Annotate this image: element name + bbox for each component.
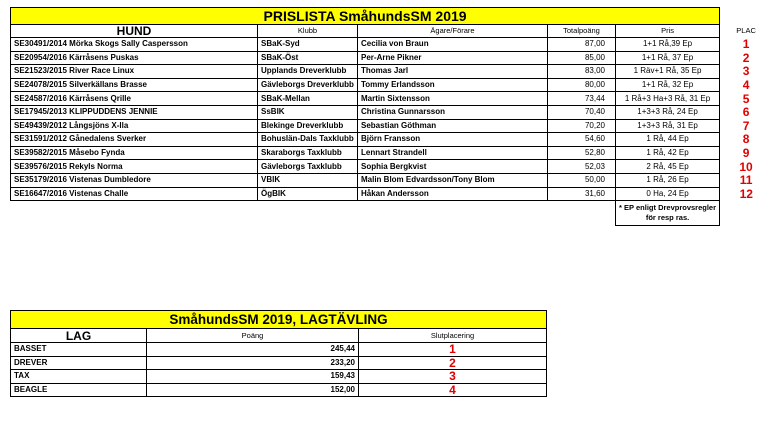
- dog-cell: SE31591/2012 Gånedalens Sverker: [11, 133, 258, 147]
- dog-cell: SE39576/2015 Rekyls Norma: [11, 160, 258, 174]
- table-row: [11, 105, 773, 119]
- header-pris: Pris: [616, 25, 720, 38]
- total-points-cell: 70,40: [548, 105, 616, 119]
- total-points-cell: 83,00: [548, 65, 616, 79]
- team-points-cell: 152,00: [147, 383, 359, 397]
- owner-cell: Cecilia von Braun: [358, 38, 548, 52]
- club-cell: Bohuslän-Dals Taxklubb: [258, 133, 358, 147]
- table-row: [11, 119, 773, 133]
- owner-cell: Håkan Andersson: [358, 187, 548, 201]
- club-cell: SBaK-Mellan: [258, 92, 358, 106]
- owner-cell: Thomas Jarl: [358, 65, 548, 79]
- total-points-cell: 87,00: [548, 38, 616, 52]
- placement-cell: 7: [742, 119, 750, 133]
- club-cell: SsBIK: [258, 105, 358, 119]
- team-points-cell: 159,43: [147, 370, 359, 384]
- header-plac: PLAC: [736, 26, 756, 36]
- table-row: [11, 173, 773, 187]
- dog-cell: SE39582/2015 Måsebo Fynda: [11, 146, 258, 160]
- team-title: SmåhundsSM 2019, LAGTÄVLING: [11, 311, 547, 329]
- prize-cell: 1 Räv+1 Rå, 35 Ep: [616, 65, 720, 79]
- total-points-cell: 80,00: [548, 78, 616, 92]
- total-points-cell: 52,03: [548, 160, 616, 174]
- club-cell: ÖgBIK: [258, 187, 358, 201]
- placement-cell: 1: [742, 37, 750, 52]
- team-row: [11, 370, 547, 384]
- prize-cell: 1+3+3 Rå, 24 Ep: [616, 105, 720, 119]
- team-row: [11, 356, 547, 370]
- prize-cell: 1+1 Rå,39 Ep: [616, 38, 720, 52]
- dog-cell: SE16647/2016 Vistenas Challe: [11, 187, 258, 201]
- team-name-cell: DREVER: [11, 356, 147, 370]
- club-cell: SBaK-Syd: [258, 38, 358, 52]
- owner-cell: Björn Fransson: [358, 133, 548, 147]
- team-placement-cell: 1: [359, 343, 547, 357]
- total-points-cell: 52,80: [548, 146, 616, 160]
- club-cell: SBaK-Öst: [258, 51, 358, 65]
- owner-cell: Tommy Erlandsson: [358, 78, 548, 92]
- table-row: [11, 38, 773, 52]
- placement-cell: 4: [742, 78, 750, 92]
- club-cell: VBIK: [258, 173, 358, 187]
- placement-cell: 11: [739, 173, 753, 188]
- placement-cell: 3: [742, 64, 750, 79]
- prize-list-table: [10, 7, 773, 226]
- placement-cell: 8: [742, 132, 750, 147]
- team-name-cell: BASSET: [11, 343, 147, 357]
- dog-cell: SE35179/2016 Vistenas Dumbledore: [11, 173, 258, 187]
- club-cell: Gävleborgs Dreverklubb: [258, 78, 358, 92]
- prize-cell: 1 Rå, 26 Ep: [616, 173, 720, 187]
- dog-cell: SE21523/2015 River Race Linux: [11, 65, 258, 79]
- prize-cell: 1+1 Rå, 32 Ep: [616, 78, 720, 92]
- total-points-cell: 54,60: [548, 133, 616, 147]
- total-points-cell: 70,20: [548, 119, 616, 133]
- header-lag: LAG: [11, 329, 147, 343]
- team-placement-cell: 3: [359, 370, 547, 384]
- team-placement-cell: 4: [359, 383, 547, 397]
- prize-cell: 1+1 Rå, 37 Ep: [616, 51, 720, 65]
- placement-cell: 5: [742, 91, 750, 106]
- dog-cell: SE24587/2016 Kärråsens Qrille: [11, 92, 258, 106]
- club-cell: Upplands Dreverklubb: [258, 65, 358, 79]
- header-total: Totalpoäng: [548, 25, 616, 38]
- table-row: [11, 78, 773, 92]
- dog-cell: SE17945/2013 KLIPPUDDENS JENNIE: [11, 105, 258, 119]
- prize-cell: 1+3+3 Rå, 31 Ep: [616, 119, 720, 133]
- prize-cell: 1 Rå+3 Ha+3 Rå, 31 Ep: [616, 92, 720, 106]
- dog-cell: SE49439/2012 Långsjöns X-lla: [11, 119, 258, 133]
- owner-cell: Christina Gunnarsson: [358, 105, 548, 119]
- table-row: [11, 187, 773, 201]
- team-points-cell: 245,44: [147, 343, 359, 357]
- team-placement-cell: 2: [359, 356, 547, 370]
- placement-cell: 9: [742, 146, 750, 160]
- table-row: [11, 92, 773, 106]
- prize-list-title: PRISLISTA SmåhundsSM 2019: [11, 8, 720, 25]
- table-row: [11, 160, 773, 174]
- owner-cell: Sophia Bergkvist: [358, 160, 548, 174]
- header-slutplacering: Slutplacering: [359, 329, 547, 343]
- team-name-cell: BEAGLE: [11, 383, 147, 397]
- table-row: [11, 65, 773, 79]
- total-points-cell: 31,60: [548, 187, 616, 201]
- placement-cell: 2: [742, 51, 750, 65]
- owner-cell: Lennart Strandell: [358, 146, 548, 160]
- table-row: [11, 51, 773, 65]
- prize-cell: 1 Rå, 42 Ep: [616, 146, 720, 160]
- dog-cell: SE30491/2014 Mörka Skogs Sally Caspersson: [11, 38, 258, 52]
- prize-cell: 1 Rå, 44 Ep: [616, 133, 720, 147]
- owner-cell: Malin Blom Edvardsson/Tony Blom: [358, 173, 548, 187]
- prize-cell: 0 Ha, 24 Ep: [616, 187, 720, 201]
- team-row: [11, 343, 547, 357]
- ep-footnote: * EP enligt Drevprovsregler för resp ras.: [616, 201, 720, 226]
- header-agare: Ägare/Förare: [358, 25, 548, 38]
- owner-cell: Sebastian Göthman: [358, 119, 548, 133]
- dog-cell: SE24078/2015 Silverkällans Brasse: [11, 78, 258, 92]
- placement-cell: 10: [739, 159, 753, 174]
- total-points-cell: 73,44: [548, 92, 616, 106]
- owner-cell: Per-Arne Pikner: [358, 51, 548, 65]
- team-competition-table: [10, 310, 547, 397]
- dog-cell: SE20954/2016 Kärråsens Puskas: [11, 51, 258, 65]
- team-points-cell: 233,20: [147, 356, 359, 370]
- team-row: [11, 383, 547, 397]
- header-klubb: Klubb: [258, 25, 358, 38]
- club-cell: Blekinge Dreverklubb: [258, 119, 358, 133]
- prize-cell: 2 Rå, 45 Ep: [616, 160, 720, 174]
- total-points-cell: 85,00: [548, 51, 616, 65]
- owner-cell: Martin Sixtensson: [358, 92, 548, 106]
- table-row: [11, 146, 773, 160]
- placement-cell: 12: [739, 187, 753, 201]
- club-cell: Skaraborgs Taxklubb: [258, 146, 358, 160]
- club-cell: Gävleborgs Taxklubb: [258, 160, 358, 174]
- team-name-cell: TAX: [11, 370, 147, 384]
- header-poang: Poäng: [147, 329, 359, 343]
- table-row: [11, 133, 773, 147]
- placement-cell: 6: [742, 105, 750, 120]
- header-hund: HUND: [11, 25, 258, 38]
- total-points-cell: 50,00: [548, 173, 616, 187]
